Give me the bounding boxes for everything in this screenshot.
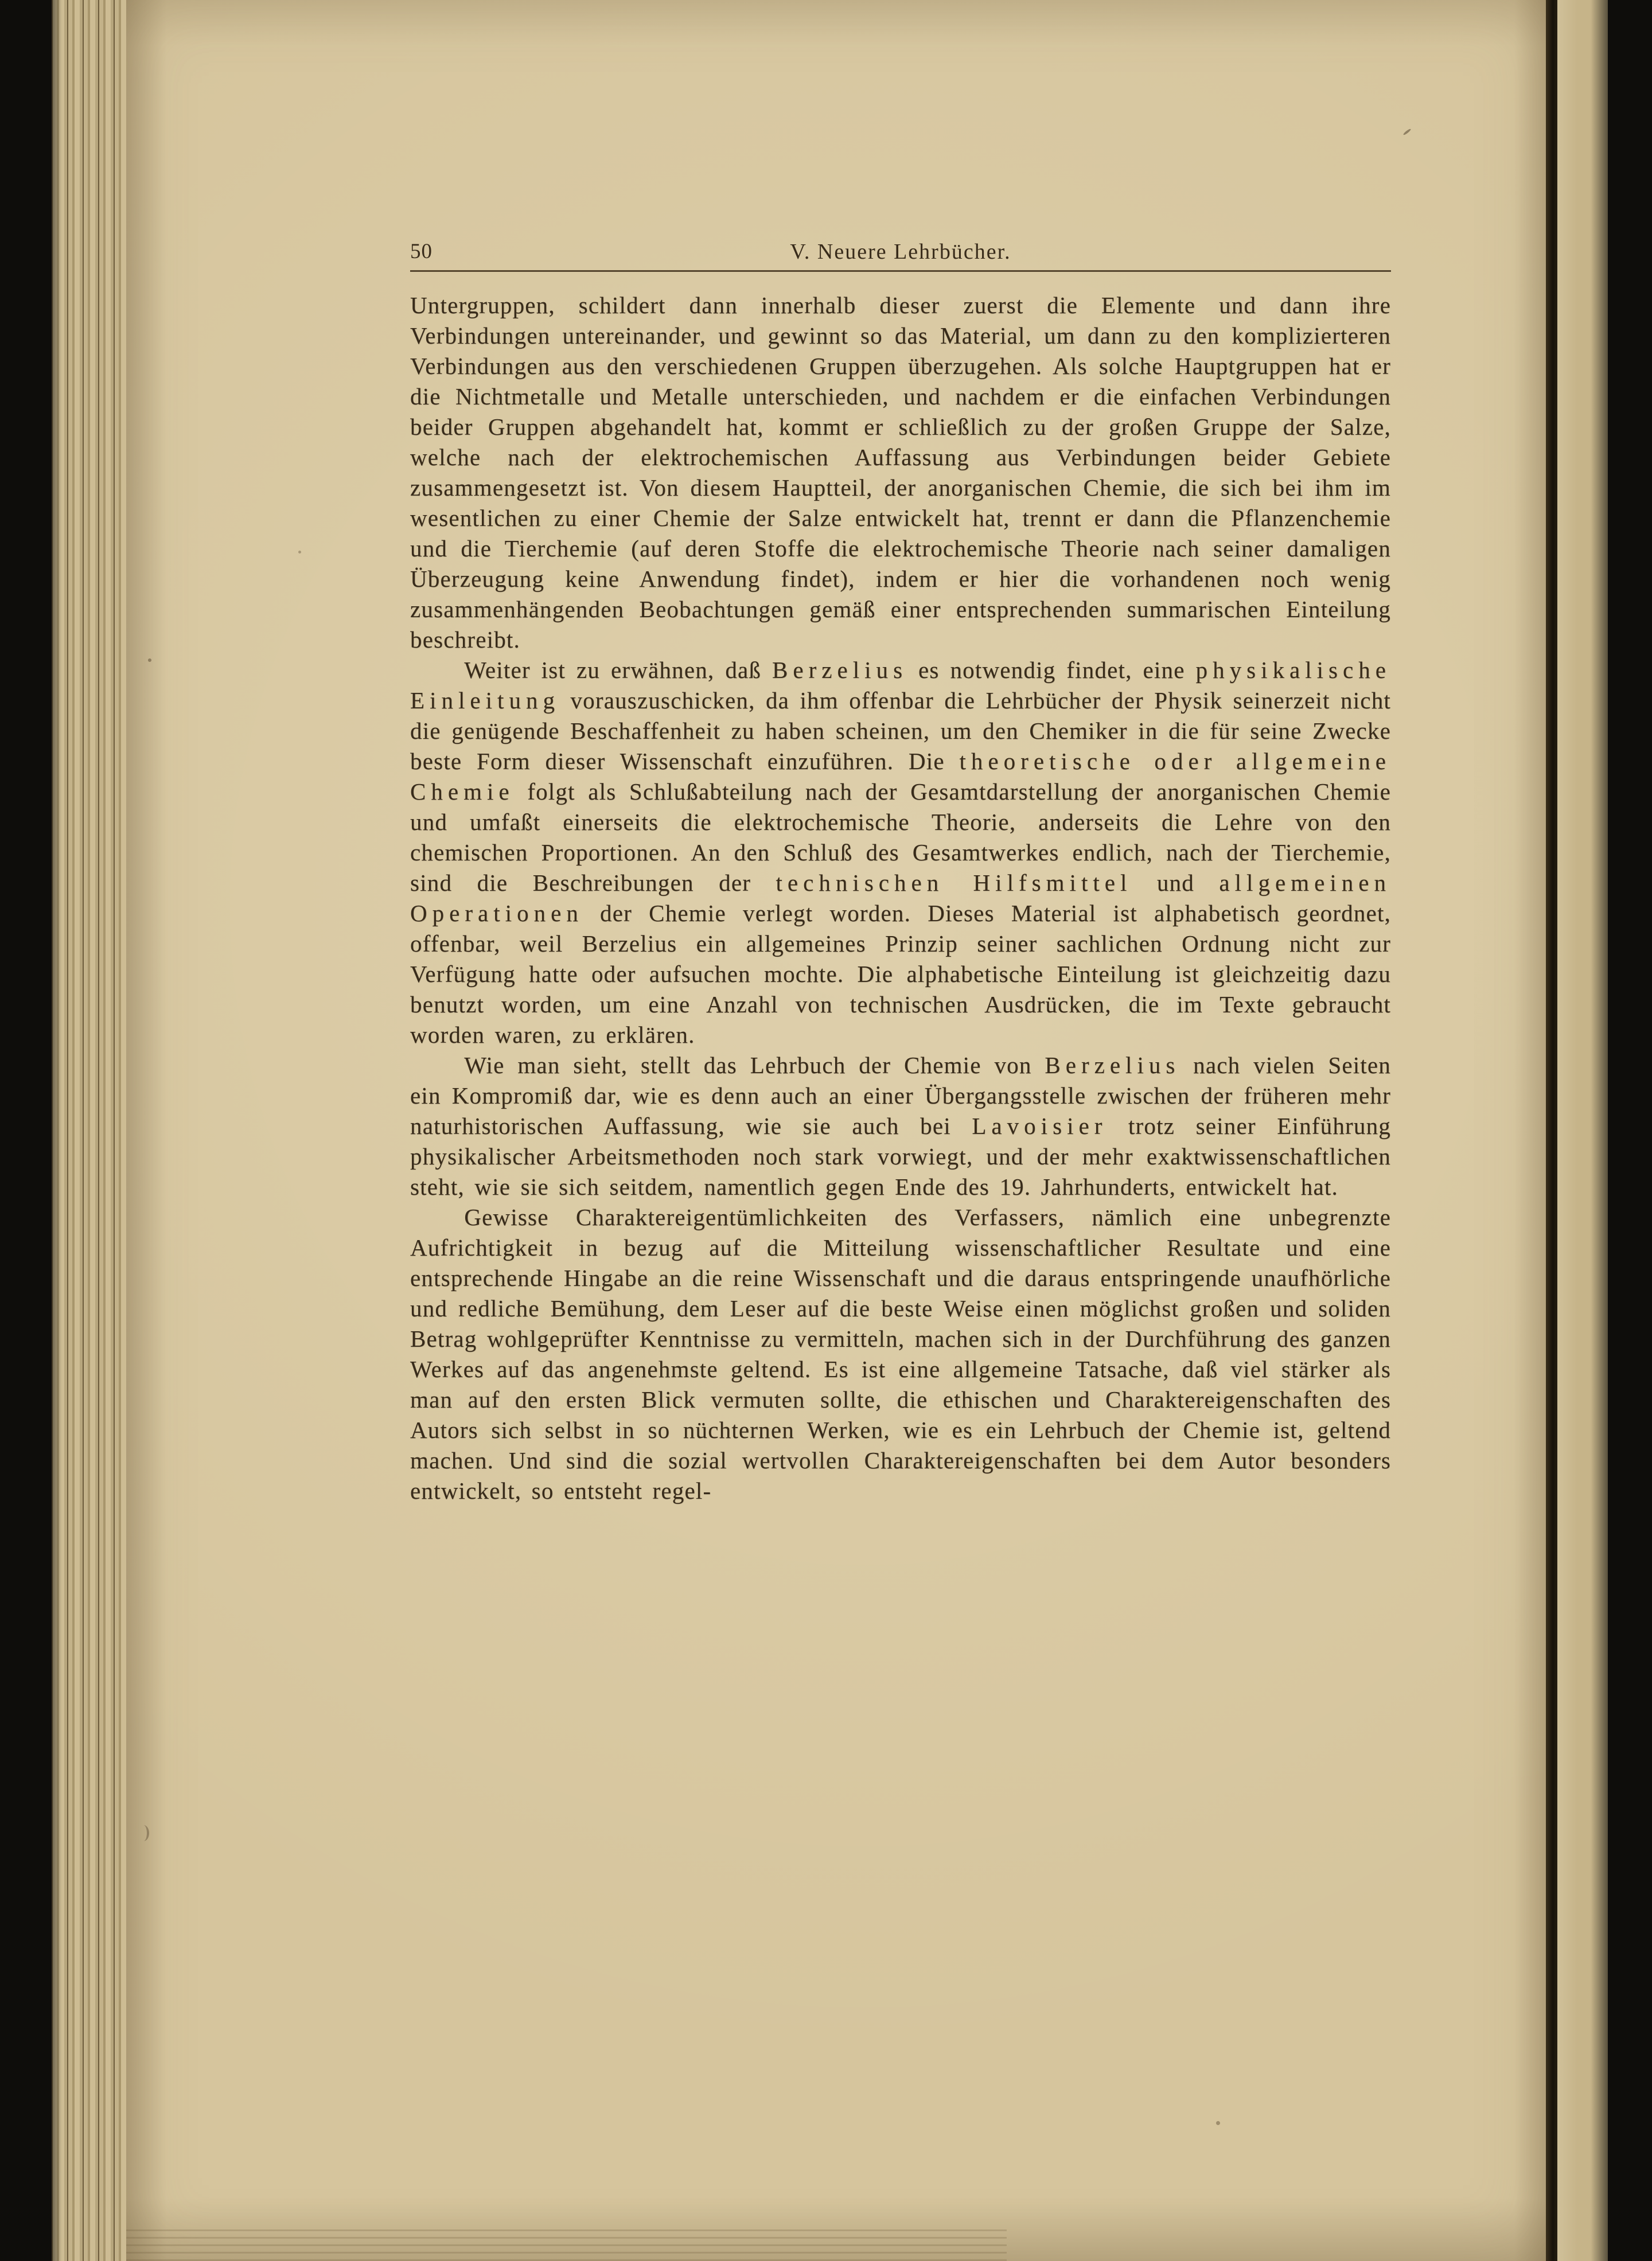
emphasized-text: Lavoisier [972, 1113, 1108, 1139]
text-segment: und [1132, 870, 1219, 896]
emphasized-text: Berzelius [1045, 1052, 1180, 1078]
text-segment: Untergruppen, schildert dann innerhalb dieser zuerst die Elemente und dann ihre Verbindungen untereinander, und gewinnt so das Material, um dann zu den komplizierteren Verbindungen aus den verschiedenen Gruppen überzugehen. Als solche Hauptgruppen hat er die Nichtmetalle und Metalle unterschieden, und nachdem er die einfachen Verbindungen beider Gruppen abgehandelt hat, kommt er schließlich zu der großen Gruppe der Salze, welche nach der elektrochemischen Auffassung aus Verbindungen beider Gebiete zusammengesetzt ist. Von diesem Hauptteil, der anorganischen Chemie, die sich bei ihm im wesentlichen zu einer Chemie der Salze entwickelt hat, trennt er dann die Pflanzenchemie und die Tierchemie (auf deren Stoffe die elektrochemische Theorie nach seiner damaligen Überzeugung keine Anwendung findet), indem er hier die vorhandenen noch wenig zusammenhängenden Beobachtungen gemäß einer entsprechenden summarischen Einteilung beschreibt. [410, 292, 1391, 653]
emphasized-text: allgemeinen Operationen [410, 870, 1391, 926]
paragraph [410, 655, 1391, 1050]
adjacent-page-edge [1557, 0, 1608, 2261]
emphasized-text: physikalische Einleitung [410, 657, 1391, 714]
page-stack-edge [52, 0, 126, 2261]
text-segment: nach vielen Seiten ein Kompromiß dar, wie es denn auch an einer Übergangsstelle zwischen der früheren mehr naturhistorischen Auffassung, wie sie auch bei [410, 1052, 1391, 1139]
page-gutter-shadow [1546, 0, 1557, 2261]
paragraph [410, 1202, 1391, 1506]
page-number: 50 [410, 240, 433, 263]
scan-speck [1402, 128, 1411, 135]
text-segment: Weiter ist zu erwähnen, daß [464, 657, 773, 683]
scan-speck [298, 551, 301, 553]
text-segment: es notwendig findet, eine [907, 657, 1196, 683]
emphasized-text: technischen Hilfsmittel [776, 870, 1132, 896]
book-page [126, 0, 1546, 2261]
scan-speck [148, 658, 151, 662]
emphasized-text: theoretische oder allgemeine Chemie [410, 748, 1391, 805]
scan-speck [140, 1825, 149, 1841]
text-segment: der Chemie verlegt worden. Dieses Material ist alphabetisch geordnet, offenbar, weil Berzelius ein allgemeines Prinzip seiner sachlichen Ordnung nicht zur Verfügung hatte oder aufsuchen mochte. Die alphabetische Einteilung ist gleichzeitig dazu benutzt worden, um eine Anzahl von technischen Ausdrücken, die im Texte gebraucht worden waren, zu erklären. [410, 900, 1391, 1048]
bottom-page-edges [126, 2224, 1007, 2261]
page-header [410, 238, 1391, 272]
page-content [410, 238, 1391, 1506]
paragraph [410, 290, 1391, 655]
emphasized-text: Berzelius [772, 657, 908, 683]
running-title: V. Neuere Lehrbücher. [790, 240, 1011, 264]
text-segment: Wie man sieht, stellt das Lehrbuch der Chemie von [464, 1052, 1045, 1078]
text-segment: vorauszuschicken, da ihm offenbar die Lehrbücher der Physik seinerzeit nicht die genügende Beschaffenheit zu haben scheinen, um den Chemiker in die für seine Zwecke beste Form dieser Wissenschaft einzuführen. Die [410, 687, 1391, 774]
text-segment: Gewisse Charaktereigentümlichkeiten des Verfassers, nämlich eine unbegrenzte Aufrichtigkeit in bezug auf die Mitteilung wissenschaftlicher Resultate und eine entsprechende Hingabe an die reine Wissenschaft und die daraus entspringende unaufhörliche und redliche Bemühung, dem Leser auf die beste Weise einen möglichst großen und soliden Betrag wohlgeprüfter Kenntnisse zu vermitteln, machen sich in der Durchführung des ganzen Werkes auf das angenehmste geltend. Es ist eine allgemeine Tatsache, daß viel stärker als man auf den ersten Blick vermuten sollte, die ethischen und Charaktereigenschaften des Autors sich selbst in so nüchternen Werken, wie es ein Lehrbuch der Chemie ist, geltend machen. Und sind die sozial wertvollen Charaktereigenschaften bei dem Autor besonders entwickelt, so entsteht regel- [410, 1204, 1391, 1504]
text-block [410, 290, 1391, 1506]
text-segment: folgt als Schlußabteilung nach der Gesamtdarstellung der anorganischen Chemie und umfaßt einerseits die elektrochemische Theorie, anderseits die Lehre von den chemischen Proportionen. An den Schluß des Gesamtwerkes endlich, nach der Tierchemie, sind die Beschreibungen der [410, 778, 1391, 896]
scan-speck [1216, 2121, 1220, 2125]
text-segment: trotz seiner Einführung physikalischer Arbeitsmethoden noch stark vorwiegt, und der mehr exaktwissenschaftlichen steht, wie sie sich seitdem, namentlich gegen Ende des 19. Jahrhunderts, entwickelt hat. [410, 1113, 1391, 1200]
paragraph [410, 1050, 1391, 1202]
